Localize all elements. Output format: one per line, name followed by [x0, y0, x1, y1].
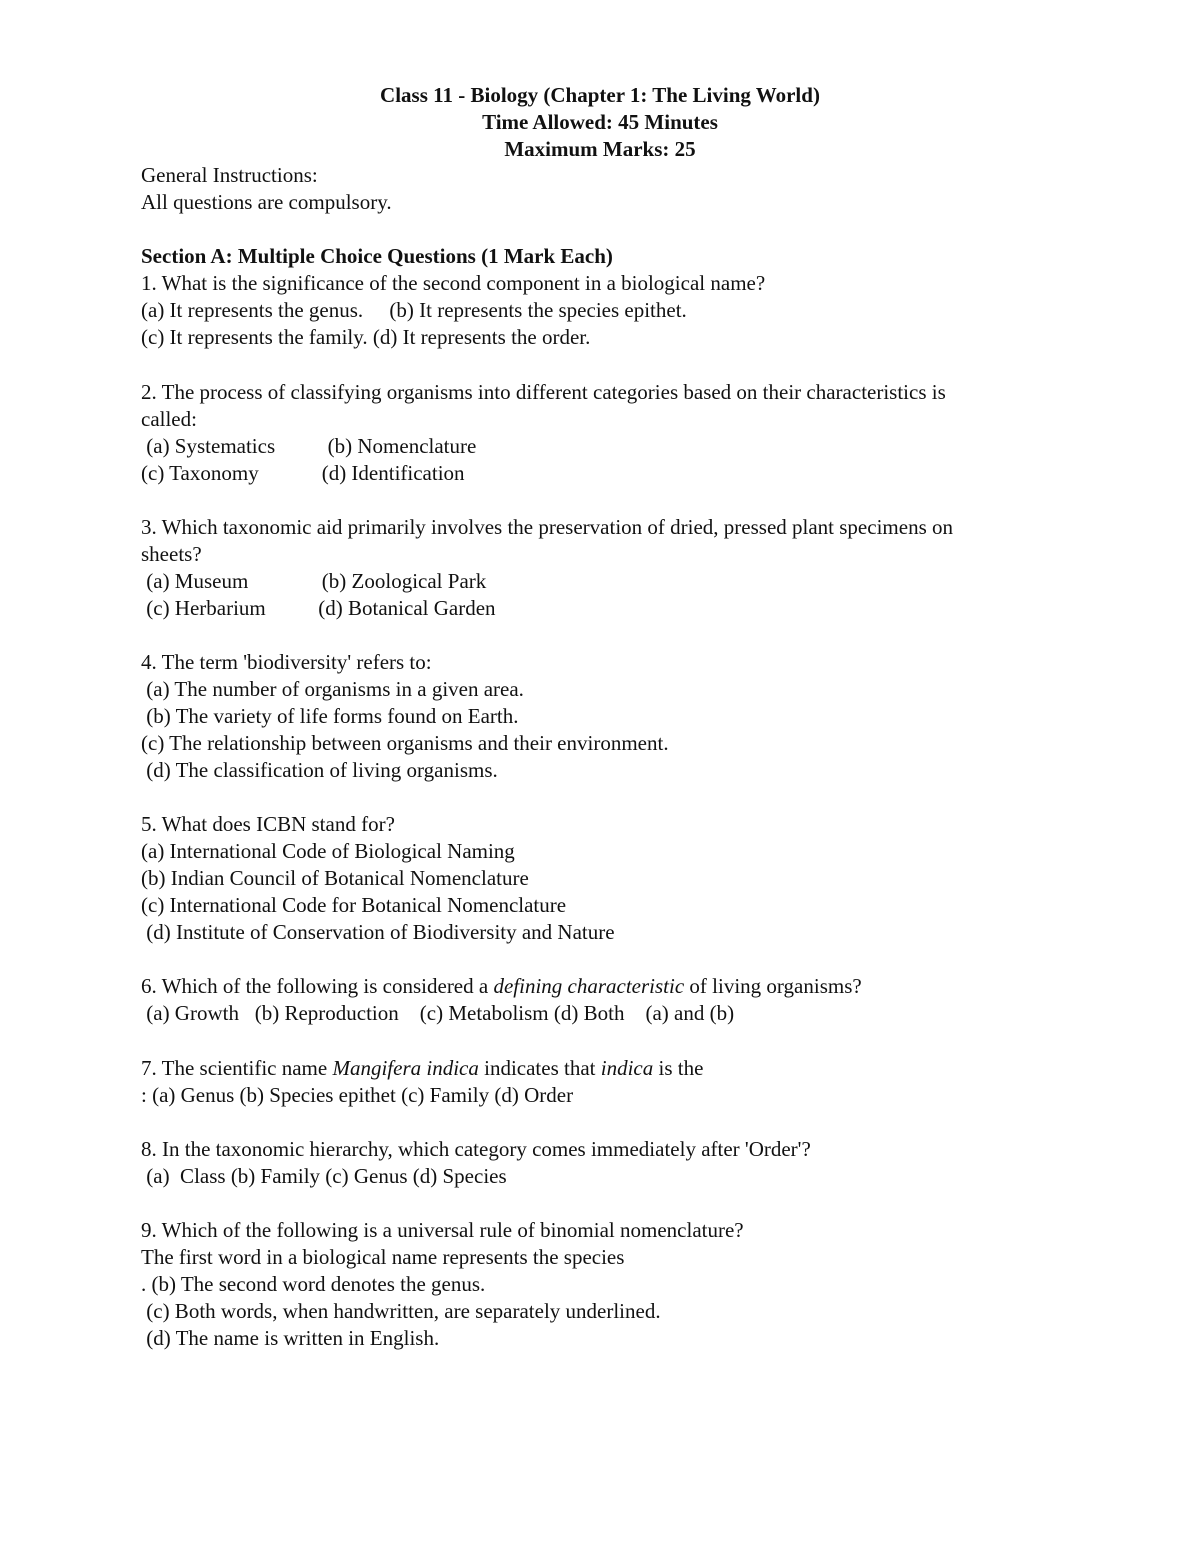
instructions-text: All questions are compulsory. [141, 190, 392, 214]
question-7-scientific-name: Mangifera indica [332, 1056, 479, 1080]
question-4-option: (d) The classification of living organisms. [141, 758, 498, 782]
question-7-stem [141, 1055, 703, 1082]
question-3-stem: sheets? [141, 542, 202, 566]
instructions-heading: General Instructions: [141, 163, 318, 187]
question-5-option: (c) International Code for Botanical Nomenclature [141, 893, 567, 917]
question-3-options: (a) Museum (b) Zoological Park [141, 569, 487, 593]
question-2-options: (c) Taxonomy (d) Identification [141, 461, 465, 485]
question-9-stem: 9. Which of the following is a universal rule of binomial nomenclature? [141, 1218, 744, 1242]
question-7-stem-text: is the [653, 1056, 704, 1080]
question-9-option: . (b) The second word denotes the genus. [141, 1272, 486, 1296]
question-9-option: The first word in a biological name represents the species [141, 1245, 625, 1269]
question-9-option: (c) Both words, when handwritten, are separately underlined. [141, 1299, 661, 1323]
question-9-option: (d) The name is written in English. [141, 1326, 440, 1350]
question-7-stem-text: 7. The scientific name [141, 1056, 333, 1080]
question-6-stem-text: 6. Which of the following is considered a [141, 974, 494, 998]
question-2-stem: 2. The process of classifying organisms into different categories based on their characteristics is [141, 380, 946, 404]
question-6-stem-emphasis: defining characteristic [493, 974, 685, 998]
question-5-option: (a) International Code of Biological Naming [141, 839, 515, 863]
question-4-option: (c) The relationship between organisms and their environment. [141, 731, 669, 755]
question-7-stem-text: indicates that [478, 1056, 601, 1080]
question-8-stem: 8. In the taxonomic hierarchy, which category comes immediately after 'Order'? [141, 1137, 811, 1161]
question-1-options: (c) It represents the family. (d) It represents the order. [141, 325, 591, 349]
question-2-stem: called: [141, 407, 197, 431]
question-2-options: (a) Systematics (b) Nomenclature [141, 434, 477, 458]
time-allowed: Time Allowed: 45 Minutes [482, 110, 718, 134]
question-5-option: (b) Indian Council of Botanical Nomenclature [141, 866, 529, 890]
question-3-options: (c) Herbarium (d) Botanical Garden [141, 596, 496, 620]
question-7-options: : (a) Genus (b) Species epithet (c) Family (d) Order [141, 1083, 574, 1107]
question-4-option: (b) The variety of life forms found on Earth. [141, 704, 519, 728]
question-1-stem: 1. What is the significance of the second component in a biological name? [141, 271, 766, 295]
question-6-stem-text: of living organisms? [684, 974, 862, 998]
question-6-options: (a) Growth (b) Reproduction (c) Metabolism (d) Both (a) and (b) [141, 1001, 735, 1025]
maximum-marks: Maximum Marks: 25 [504, 137, 696, 161]
exam-title: Class 11 - Biology (Chapter 1: The Living World) [380, 83, 820, 107]
section-a-title: Section A: Multiple Choice Questions (1 Mark Each) [141, 244, 613, 268]
question-3-stem: 3. Which taxonomic aid primarily involves the preservation of dried, pressed plant specimens on [141, 515, 953, 539]
question-8-options: (a) Class (b) Family (c) Genus (d) Species [141, 1164, 507, 1188]
question-4-stem: 4. The term 'biodiversity' refers to: [141, 650, 432, 674]
question-6-stem [141, 973, 862, 1000]
question-5-option: (d) Institute of Conservation of Biodiversity and Nature [141, 920, 615, 944]
question-5-stem: 5. What does ICBN stand for? [141, 812, 395, 836]
question-7-epithet: indica [600, 1056, 654, 1080]
question-4-option: (a) The number of organisms in a given area. [141, 677, 524, 701]
question-1-options: (a) It represents the genus. (b) It represents the species epithet. [141, 298, 687, 322]
